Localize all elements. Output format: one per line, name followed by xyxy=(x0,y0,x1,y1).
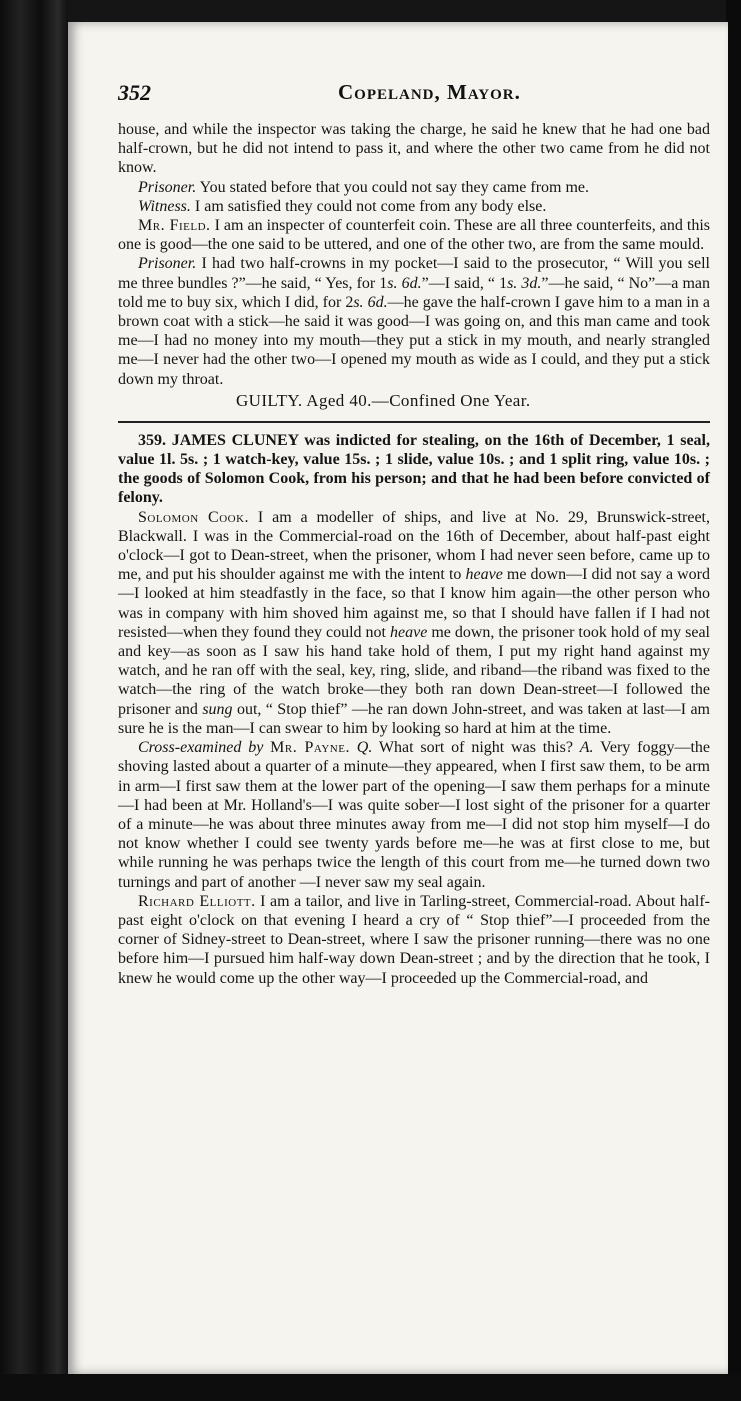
paragraph-field-testimony xyxy=(118,216,710,254)
running-header xyxy=(118,80,710,120)
cross-examined-label: Cross-examined by xyxy=(138,739,264,757)
speaker-label: Prisoner. xyxy=(138,178,197,196)
speaker-label: Prisoner. xyxy=(138,255,197,273)
paragraph-prisoner-statement xyxy=(118,178,710,197)
previous-case-continuation xyxy=(118,120,710,411)
paragraph-witness-statement xyxy=(118,197,710,216)
currency-shillings: s. xyxy=(507,274,518,292)
speech-text: —he gave the half-crown I gave him to a man in a brown coat with a stick—he said it was good—I was going on, and this man came and took me—I had no money into my mouth—they put a stick in my mouth, and nearly strangled me—I never had the other two—I opened my mouth as wide as I could, and they put a stick down my throat. xyxy=(118,293,710,388)
speaker-label: Solomon Cook. xyxy=(138,508,250,526)
paragraph-elliott-testimony xyxy=(118,892,710,988)
speech-text: out, “ Stop thief” —he ran down John-street, and was taken at last—I am sure he is the man—I can swear to him by looking so hard at him at the time. xyxy=(118,700,711,737)
speaker-label: Mr. Field. xyxy=(138,217,211,235)
currency-pence: 3d. xyxy=(521,274,542,292)
counsel-name: Mr. Payne. xyxy=(270,739,350,757)
case-divider-rule xyxy=(118,421,710,423)
speech-text: I am a modeller of ships, and live at No. 29, Brunswick-street, Blackwall. I was in the Commercial-road on the 16th of December, about half-past eight o'clock—I got to Dean-street, when the prisoner, whom I had never seen before, came up to me, and put his shoulder against me with the intent to xyxy=(118,508,710,584)
case-indictment xyxy=(118,431,710,508)
italic-word: heave xyxy=(390,623,428,641)
case-359 xyxy=(118,431,710,988)
currency-shillings: s. xyxy=(387,274,398,292)
running-title: Copeland, Mayor. xyxy=(338,80,521,104)
paragraph-continuation: house, and while the inspector was taking the charge, he said he knew that he had one bad half-crown, but he did not intend to pass it, and where the other two came from he did not know. xyxy=(118,121,710,177)
speech-text: I had two half-crowns in my pocket—I said to the prosecutor, “ Will you sell me three bundles ?”—he said, “ Yes, for 1 xyxy=(118,255,710,292)
right-edge-shadow xyxy=(726,0,741,1401)
speech-text: ”—I said, “ 1 xyxy=(421,274,508,292)
answer-marker: A. xyxy=(579,739,594,757)
paragraph-cook-testimony xyxy=(118,508,710,738)
speech-text: me down—I did not say a word—I looked at him steadfastly in the face, so that I know him again—the other person who was in company with him shoved him against me, so that I should have fallen if I had not resisted—when they found they could not xyxy=(118,566,711,641)
currency-shillings: s. xyxy=(353,293,364,311)
question-text: What sort of night was this? xyxy=(372,739,580,757)
currency-pence: 6d. xyxy=(401,274,422,292)
speaker-label: Richard Elliott. xyxy=(138,892,256,910)
speaker-label: Witness. xyxy=(138,197,191,215)
case-number: 359. xyxy=(138,431,166,449)
currency-pence: 6d. xyxy=(367,293,388,311)
defendant-name: JAMES CLUNEY xyxy=(171,431,299,449)
answer-text: Very foggy—the shoving lasted about a quarter of a minute—they appeared, when I first saw them, to be arm in arm—I first saw them at the lower part of the opening—I saw them perhaps for a minute—I had been at Mr. Holland's—I was quite sober—I lost sight of the prisoner for a quarter of a minute—he was about three minutes away from me—I did not stop him myself—I do not know whether I could see twenty yards before me—he was at first close to me, but while running he was perhaps twice the length of this court from me—he turned down two turnings and part of another —I never saw my seal again. xyxy=(118,739,710,891)
verdict-line: GUILTY. Aged 40.—Confined One Year. xyxy=(236,390,531,410)
paragraph-prisoner-defence xyxy=(118,254,710,388)
page-content xyxy=(118,80,710,988)
speech-text: I am a tailor, and live in Tarling-street, Commercial-road. About half-past eight o'clock on that evening I heard a cry of “ Stop thief”—I proceeded from the corner of Sidney-street to Dean-street, where I saw the prisoner running—there was no one before him—I pursued him half-way down Dean-street ; and by the direction that he took, I knew he would come up the other way—I proceeded up the Commercial-road, and xyxy=(118,892,710,987)
page-number: 352 xyxy=(118,80,151,105)
italic-word: heave xyxy=(465,566,503,584)
speech-text: me down, the prisoner took hold of my seal and key—as soon as I saw his hand take hold of them, I put my right hand against my watch, and he ran off with the seal, key, ring, slide, and riband—the riband was fixed to the watch—the ring of the watch broke—they both ran down Dean-street—I followed the prisoner and xyxy=(118,623,710,718)
page-sheet xyxy=(68,22,728,1374)
book-spine-shadow xyxy=(0,0,68,1401)
paragraph-cross-examination xyxy=(118,738,710,892)
indictment-text: was indicted for stealing, on the 16th of December, 1 seal, value 1l. 5s. ; 1 watch-key, value 15s. ; 1 slide, value 10s. ; and 1 split ring, value 10s. ; the goods of Solomon Cook, from his person; and that he had been before convicted of felony. xyxy=(118,431,710,507)
speech-text: I am an inspecter of counterfeit coin. These are all three counterfeits, and this one is good—the one said to be uttered, and one of the other two, are from the same mould. xyxy=(118,217,710,254)
speech-text: I am satisfied they could not come from any body else. xyxy=(190,197,547,215)
speech-text: You stated before that you could not say they came from me. xyxy=(196,178,590,196)
question-marker: Q. xyxy=(356,739,373,757)
speech-text: ”—he said, “ No”—a man told me to buy six, which I did, for 2 xyxy=(118,274,710,311)
bottom-edge-shadow xyxy=(0,1374,741,1401)
italic-word: sung xyxy=(202,700,233,718)
